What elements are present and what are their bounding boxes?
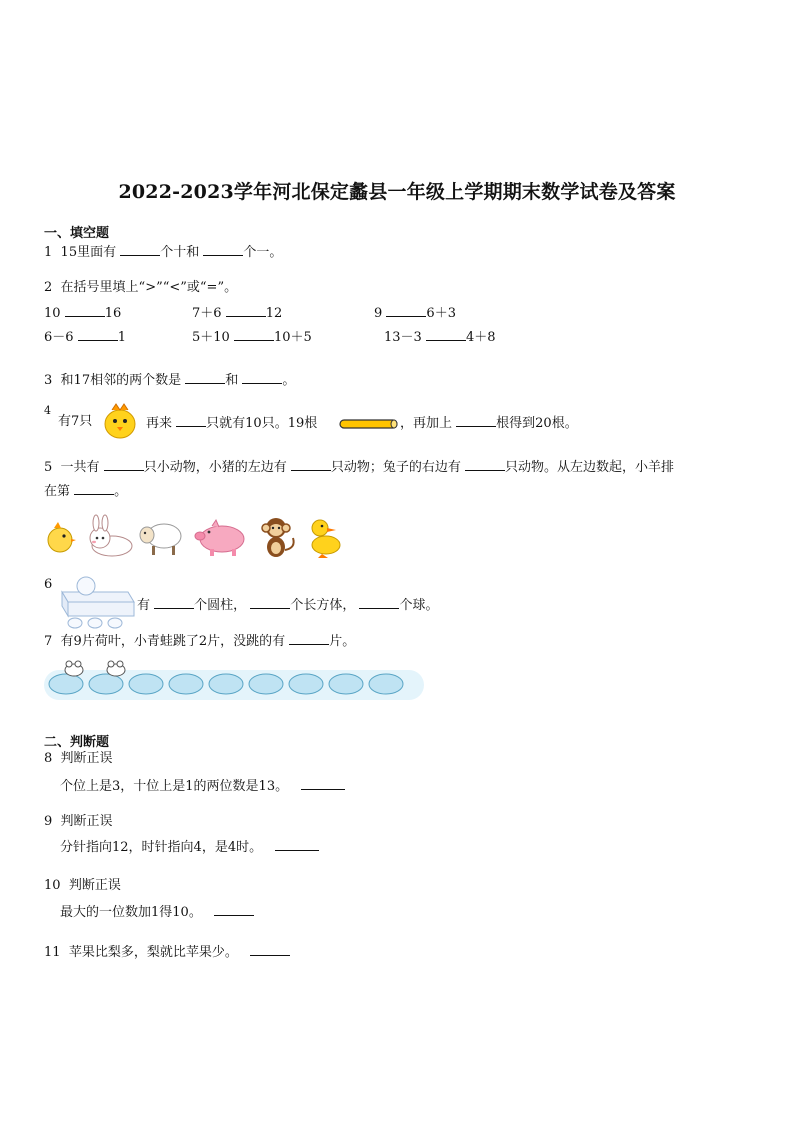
section-judge: 二、判断题 [44,735,110,750]
q5-blank-4[interactable] [74,481,114,495]
q7-text-a: 有9片荷叶，小青蛙跳了2片，没跳的有 [60,634,286,649]
q2-r2c3 [384,327,496,347]
q6-blank-3[interactable] [359,595,399,609]
q10-text: 最大的一位数加1得10。 [60,905,202,920]
q5-number: 5 [44,460,53,475]
q3-text-a: 和17相邻的两个数是 [60,373,182,388]
lotus-leaves-icon [44,656,424,702]
shapes-picture [58,576,138,630]
question-2 [44,279,237,297]
q2-r2c3-right: 4＋8 [465,330,496,345]
q5-blank-2[interactable] [291,457,331,471]
q9-text: 分针指向12，时针指向4，是4时。 [60,840,263,855]
q8-number: 8 [44,751,53,766]
q2-r2c2-blank[interactable] [234,327,274,341]
q7-number: 7 [44,634,53,649]
q5-text-a: 一共有 [60,460,100,475]
q2-r1c2-right: 12 [265,306,283,321]
q10-blank[interactable] [214,902,254,916]
q2-r2c2-right: 10＋5 [273,330,312,345]
q8-label: 判断正误 [60,751,113,766]
q1-text-a: 15里面有 [60,245,117,260]
q6-text-b: 个圆柱， [194,598,247,613]
animals-row-image [44,514,364,558]
q9-label: 判断正误 [60,814,113,829]
q5-blank-3[interactable] [465,457,505,471]
q2-r1c3-left: 9 [374,306,383,321]
q9-blank[interactable] [275,837,319,851]
q1-blank-1[interactable] [120,242,160,256]
q7-text-b: 片。 [329,634,356,649]
page-title: 2022-2023学年河北保定蠡县一年级上学期期末数学试卷及答案 [118,181,676,203]
pig-icon [195,520,244,556]
q2-r1c1-blank[interactable] [65,303,105,317]
q8-blank[interactable] [301,776,345,790]
question-1 [44,242,282,262]
q2-r2c2 [192,327,312,347]
q5-text-d: 只动物。从左边数起，小羊排 [505,460,675,475]
chick-picture [102,402,138,440]
q6-text-d: 个球。 [399,598,439,613]
q2-r1c1-right: 16 [104,306,122,321]
question-3 [44,370,295,390]
q5-text-b: 只小动物，小猪的左边有 [143,460,287,475]
rabbit-icon [90,515,132,556]
q4-text-c: 只就有10只。19根 [206,416,318,431]
q2-r2c2-left: 5＋10 [192,330,230,345]
q2-r1c3 [374,303,456,323]
q10-label: 判断正误 [68,878,121,893]
q4-number: 4 [44,404,51,417]
q2-r1c2-left: 7＋6 [192,306,222,321]
q6-text-a: 有 [137,598,151,613]
q6-blank-2[interactable] [250,595,290,609]
q4-text-b: 再来 [146,416,173,431]
q11-blank[interactable] [250,942,290,956]
section-fill-blank: 一、填空题 [44,226,110,241]
q2-r2c3-blank[interactable] [426,327,466,341]
q11-text: 苹果比梨多，梨就比苹果少。 [68,945,238,960]
q3-blank-1[interactable] [185,370,225,384]
q5-text-e: 在第 [44,484,71,499]
q5-blank-1[interactable] [104,457,144,471]
q4-line [146,413,317,433]
q2-r1c2 [192,303,282,323]
q9-statement [60,837,319,857]
q2-r2c3-left: 13－3 [384,330,422,345]
q2-r2c1-left: 6－6 [44,330,74,345]
q4-text-a: 有7只 [58,414,93,429]
q2-r1c1-left: 10 [44,306,61,321]
monkey-icon [262,518,294,557]
question-8 [44,750,113,768]
duck-icon [312,520,340,558]
stick-picture [339,415,399,427]
question-5 [44,457,674,477]
q2-r1c3-blank[interactable] [386,303,426,317]
q2-r2c1-blank[interactable] [78,327,118,341]
q3-text-b: 和 [225,373,239,388]
q3-number: 3 [44,373,53,388]
q9-number: 9 [44,814,53,829]
question-9 [44,813,113,831]
q1-text-c: 个一。 [243,245,283,260]
stick-icon [339,418,399,430]
q4-text-e: 根得到20根。 [496,416,578,431]
shapes-icon [58,576,138,630]
q4-blank-1[interactable] [176,413,206,427]
q1-number: 1 [44,245,53,260]
question-4-number [44,404,51,426]
q1-text-b: 个十和 [160,245,200,260]
q2-text: 在括号里填上“>”“<”或“=”。 [60,280,238,295]
q8-statement [60,776,345,796]
chick-icon [48,522,76,552]
q2-number: 2 [44,280,53,295]
question-10 [44,877,121,895]
q8-text: 个位上是3，十位上是1的两位数是13。 [60,779,289,794]
q4-blank-2[interactable] [456,413,496,427]
animals-picture [44,514,364,558]
q10-number: 10 [44,878,61,893]
q3-blank-2[interactable] [242,370,282,384]
q5-text-c: 只动物；兔子的右边有 [330,460,461,475]
question-11 [44,942,290,962]
q1-blank-2[interactable] [203,242,243,256]
lotus-leaves-picture [44,656,424,702]
q7-blank-1[interactable] [289,631,329,645]
chick-icon [102,402,138,440]
q11-number: 11 [44,945,61,960]
q3-text-c: 。 [282,373,296,388]
q10-statement [60,902,254,922]
q2-r1c1 [44,303,121,323]
q5-text-f: 。 [114,484,128,499]
q4-line-2 [400,413,578,433]
q2-r2c1 [44,327,126,347]
q5-line-2 [44,481,127,501]
q2-r1c2-blank[interactable] [226,303,266,317]
q2-r1c3-right: 6＋3 [426,306,456,321]
q6-blank-1[interactable] [154,595,194,609]
question-6-number: 6 [44,577,53,592]
question-7 [44,631,355,651]
q6-text-c: 个长方体， [290,598,356,613]
q6-line [137,595,438,615]
q4-text-d: ，再加上 [400,416,453,431]
q2-r2c1-right: 1 [117,330,126,345]
sheep-icon [140,524,181,555]
